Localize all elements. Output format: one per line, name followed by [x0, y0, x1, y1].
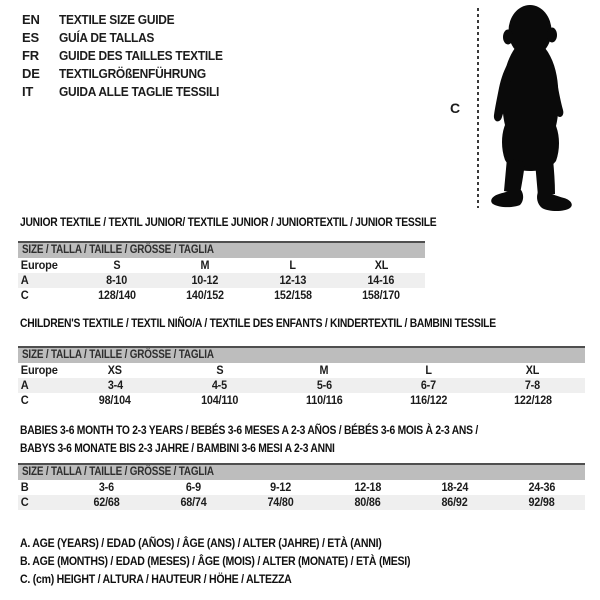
size-header-bar: [18, 346, 585, 363]
size-value-cell: [481, 393, 585, 408]
table-row: [18, 393, 585, 408]
size-value-cell: [167, 378, 271, 393]
height-measure-dashed-line: [477, 8, 479, 208]
cell-text: 24-36: [528, 480, 555, 494]
cell-text: 74/80: [267, 495, 294, 509]
junior-table-title: [20, 213, 436, 231]
cell-text: 7-8: [525, 378, 541, 392]
table-row: [18, 288, 425, 303]
cell-text: S: [113, 258, 121, 272]
size-value-cell: [498, 495, 585, 510]
cell-text: 68/74: [180, 495, 207, 509]
language-code: ES: [22, 29, 39, 45]
table-row: [18, 378, 585, 393]
language-row: [22, 82, 237, 100]
size-value-cell: [161, 288, 249, 303]
cell-text: L: [425, 363, 432, 377]
cell-text: 9-12: [270, 480, 291, 494]
cell-text: 122/128: [513, 393, 552, 407]
cell-text: L: [289, 258, 297, 272]
size-value-cell: [376, 378, 480, 393]
cell-text: 152/158: [274, 288, 312, 302]
cell-text: 8-10: [106, 273, 128, 287]
size-value-cell: [337, 273, 425, 288]
language-title-block: [22, 10, 237, 100]
size-value-cell: [167, 363, 271, 378]
size-value-cell: [73, 258, 161, 273]
table-row: [18, 363, 585, 378]
cell-text: 104/110: [201, 393, 239, 407]
cell-text: 3-4: [107, 378, 123, 392]
cell-text: 3-6: [98, 480, 115, 494]
size-header-bar: [18, 241, 425, 258]
babies-size-table: [18, 463, 585, 510]
size-value-cell: [411, 480, 498, 495]
size-value-cell: [150, 495, 237, 510]
cell-text: 116/122: [409, 393, 448, 407]
size-header-text: SIZE / TALLA / TAILLE / GRÖSSE / TAGLIA: [22, 466, 214, 478]
guide-title: GUIDA ALLE TAGLIE TESSILI: [59, 83, 220, 99]
size-value-cell: [481, 363, 585, 378]
cell-text: 86/92: [441, 495, 468, 509]
height-marker-label: C: [450, 100, 461, 116]
size-value-cell: [376, 363, 480, 378]
size-value-cell: [411, 495, 498, 510]
row-label-cell: Europe: [20, 363, 58, 377]
language-code: EN: [22, 11, 40, 27]
cell-text: XL: [374, 258, 388, 272]
legend-notes: [20, 534, 463, 588]
language-row: [22, 28, 237, 46]
legend-note-a: A. AGE (YEARS) / EDAD (AÑOS) / ÂGE (ANS) / ALTER (JAHRE) / ETÀ (ANNI): [20, 536, 382, 550]
size-value-cell: [237, 480, 324, 495]
row-label-cell: A: [20, 273, 29, 287]
size-value-cell: [63, 480, 150, 495]
table-row: [18, 273, 425, 288]
size-value-cell: [272, 378, 376, 393]
size-value-cell: [167, 393, 271, 408]
guide-title: TEXTILGRÖßENFÜHRUNG: [59, 65, 206, 81]
cell-text: 128/140: [98, 288, 136, 302]
language-row: [22, 46, 237, 64]
cell-text: 80/86: [354, 495, 381, 509]
cell-text: 6-7: [420, 378, 436, 392]
size-value-cell: [63, 393, 167, 408]
language-code: FR: [22, 47, 39, 63]
babies-table-title-line: BABYS 3-6 MONATE BIS 2-3 JAHRE / BAMBINI 3-6 MESI A 2-3 ANNI: [20, 441, 335, 455]
cell-text: 14-16: [367, 273, 395, 287]
table-row: [18, 480, 585, 495]
size-value-cell: [324, 495, 411, 510]
baby-silhouette-icon: [486, 2, 588, 214]
legend-note-b: B. AGE (MONTHS) / EDAD (MESES) / ÂGE (MOIS) / ALTER (MONATE) / ETÀ (MESI): [20, 554, 411, 568]
cell-text: 98/104: [99, 393, 132, 407]
cell-text: XS: [108, 363, 123, 377]
table-row: [18, 258, 425, 273]
cell-text: XL: [526, 363, 540, 377]
babies-table-title-line: BABIES 3-6 MONTH TO 2-3 YEARS / BEBÉS 3-6 MESES A 2-3 AÑOS / BÉBÉS 3-6 MOIS À 2-3 ANS /: [20, 423, 478, 437]
children-table-title: [20, 314, 496, 332]
cell-text: 62/68: [93, 495, 120, 509]
cell-text: 140/152: [186, 288, 224, 302]
language-code: DE: [22, 65, 40, 81]
cell-text: 5-6: [316, 378, 332, 392]
size-value-cell: [272, 393, 376, 408]
size-value-cell: [249, 258, 337, 273]
guide-title: GUÍA DE TALLAS: [59, 29, 155, 45]
cell-text: 12-13: [279, 273, 307, 287]
row-label-cell: C: [20, 393, 29, 407]
junior-table-title-line: JUNIOR TEXTILE / TEXTIL JUNIOR/ TEXTILE JUNIOR / JUNIORTEXTIL / JUNIOR TESSILE: [20, 215, 437, 229]
guide-title: GUIDE DES TAILLES TEXTILE: [59, 47, 223, 63]
size-header-bar: [18, 463, 585, 480]
cell-text: 6-9: [185, 480, 202, 494]
size-value-cell: [63, 378, 167, 393]
cell-text: 12-18: [354, 480, 381, 494]
size-value-cell: [161, 273, 249, 288]
children-table-title-line: CHILDREN'S TEXTILE / TEXTIL NIÑO/A / TEXTILE DES ENFANTS / KINDERTEXTIL / BAMBINI TESSILE: [20, 316, 496, 330]
size-value-cell: [237, 495, 324, 510]
row-label-cell: B: [20, 480, 29, 494]
cell-text: 158/170: [362, 288, 400, 302]
size-value-cell: [481, 378, 585, 393]
babies-table-title: [20, 421, 478, 457]
size-value-cell: [73, 273, 161, 288]
row-label-cell: C: [20, 288, 29, 302]
language-code: IT: [22, 83, 34, 99]
size-value-cell: [337, 288, 425, 303]
cell-text: M: [200, 258, 210, 272]
size-value-cell: [249, 288, 337, 303]
size-value-cell: [63, 495, 150, 510]
junior-size-table: [18, 241, 425, 303]
size-value-cell: [73, 288, 161, 303]
children-size-table: [18, 346, 585, 408]
table-row: [18, 495, 585, 510]
size-value-cell: [324, 480, 411, 495]
cell-text: 18-24: [441, 480, 468, 494]
size-value-cell: [498, 480, 585, 495]
cell-text: 4-5: [212, 378, 228, 392]
cell-text: M: [319, 363, 329, 377]
language-row: [22, 10, 237, 28]
cell-text: 110/116: [305, 393, 343, 407]
size-value-cell: [63, 363, 167, 378]
size-value-cell: [161, 258, 249, 273]
cell-text: 92/98: [528, 495, 555, 509]
cell-text: S: [216, 363, 224, 377]
size-header-text: SIZE / TALLA / TAILLE / GRÖSSE / TAGLIA: [22, 244, 214, 256]
language-row: [22, 64, 237, 82]
row-label-cell: C: [20, 495, 29, 509]
guide-title: TEXTILE SIZE GUIDE: [59, 11, 175, 27]
size-value-cell: [272, 363, 376, 378]
row-label-cell: A: [20, 378, 29, 392]
size-header-text: SIZE / TALLA / TAILLE / GRÖSSE / TAGLIA: [22, 349, 214, 361]
legend-note-c: C. (cm) HEIGHT / ALTURA / HAUTEUR / HÖHE / ALTEZZA: [20, 572, 292, 586]
size-value-cell: [150, 480, 237, 495]
size-value-cell: [249, 273, 337, 288]
cell-text: 10-12: [191, 273, 219, 287]
row-label-cell: Europe: [20, 258, 58, 272]
size-value-cell: [337, 258, 425, 273]
size-value-cell: [376, 393, 480, 408]
